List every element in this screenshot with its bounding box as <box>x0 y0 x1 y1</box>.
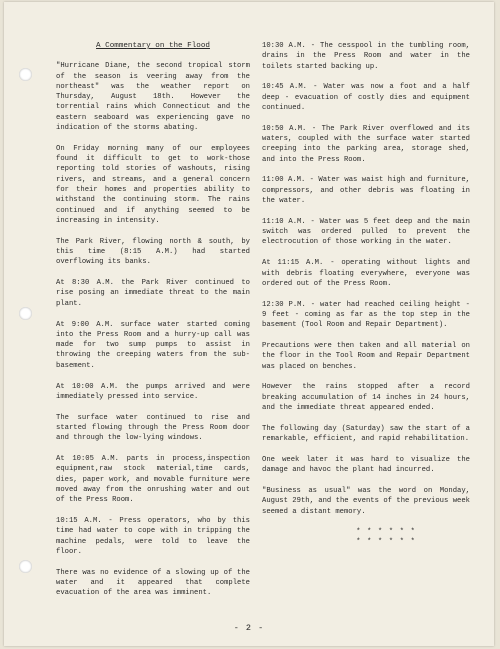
page-number: - 2 - <box>233 623 265 633</box>
punch-hole-middle <box>19 307 32 320</box>
stars-line: * * * * * * <box>356 538 416 547</box>
paragraph: 11:10 A.M. - Water was 5 feet deep and the main switch was ordered pulled to prevent the electrocution of those working in the water. <box>262 217 470 247</box>
paragraph: At 10:00 A.M. the pumps arrived and were immediately pressed into service. <box>56 382 250 401</box>
paragraph: At 8:30 A.M. the Park River continued to rise posing an immediate threat to the main plant. <box>56 279 250 308</box>
paragraph: On Friday morning many of our employees found it difficult to get to work-those reporting told stories of washouts, rising rivers, and streams, and a general concern for their homes and properties ability to withstand the continuing storm. The rains continued and if anything seemed to be increasing in intensity. <box>56 144 250 225</box>
document-page <box>4 2 494 646</box>
punch-hole-bottom <box>19 560 32 573</box>
stars-line: * * * * * * <box>356 528 416 537</box>
paragraph: At 11:15 A.M. - operating without lights and with debris floating everywhere, everyone was ordered out of the Press Room. <box>262 259 470 288</box>
paragraph: At 10:05 A.M. parts in process,inspection equipment,raw stock material,time cards, dies, paper work, and movable furniture were moved away from the onrushing water and out of the Press Room. <box>56 455 250 505</box>
paragraph: 12:30 P.M. - water had reached ceiling height - 9 feet - coming as far as the top step in the basement (Tool Room and Repair Department). <box>262 300 470 330</box>
paragraph: 10:15 A.M. - Press operators, who by this time had water to cope with in tripping the machine pedals, were told to leave the floor. <box>56 516 250 556</box>
closing-stars <box>262 527 470 547</box>
right-column <box>262 41 470 547</box>
paragraph: "Hurricane Diane, the second tropical storm of the season is veering away from the northeast" was the weather report on Thursday, August 18th. However the torrential rains which Connecticut and the eastern seaboard was experiencing gave no indication of the storms abating. <box>56 62 250 133</box>
paragraph: The following day (Saturday) saw the start of a remarkable, efficient, and rapid rehabilitation. <box>262 424 470 444</box>
paragraph: The surface water continued to rise and started flowing through the Press Room door and through the low-lying windows. <box>56 413 250 443</box>
paragraph: 10:30 A.M. - The cesspool in the tumbling room, drains in the Press Room and water in the toilets started backing up. <box>262 42 470 71</box>
left-column <box>56 41 250 609</box>
paragraph: One week later it was hard to visualize the damage and havoc the plant had incurred. <box>262 455 470 475</box>
punch-hole-top <box>19 68 32 81</box>
article-title: A Commentary on the Flood <box>96 42 210 50</box>
paragraph: 10:45 A.M. - Water was now a foot and a half deep - evacuation of costly dies and equipment continued. <box>262 83 470 112</box>
paragraph: There was no evidence of a slowing up of the water and it appeared that complete evacuation of the area was imminent. <box>56 568 250 598</box>
paragraph: At 9:00 A.M. surface water started coming into the Press Room and a hurry-up call was made for two sump pumps to assist in throwing the creeping waters from the sub-basement. <box>56 320 250 370</box>
paragraph: 11:00 A.M. - Water was waist high and furniture, compressors, and other debris was floating in the water. <box>262 176 470 206</box>
paragraph: However the rains stopped after a record breaking accumulation of 14 inches in 24 hours, and the immediate threat appeared ended. <box>262 383 470 413</box>
paragraph: The Park River, flowing north & south, by this time (8:15 A.M.) had started overflowing its banks. <box>56 237 250 267</box>
paragraph: 10:50 A.M. - The Park River overflowed and its waters, coupled with the surface water started creeping into the parking area, storage shed, and into the Press Room. <box>262 124 470 164</box>
paragraph: "Business as usual" was the word on Monday, August 29th, and the events of the previous week seemed a distant memory. <box>262 487 470 516</box>
paragraph: Precautions were then taken and all material on the floor in the Tool Room and Repair Department was placed on benches. <box>262 342 470 371</box>
